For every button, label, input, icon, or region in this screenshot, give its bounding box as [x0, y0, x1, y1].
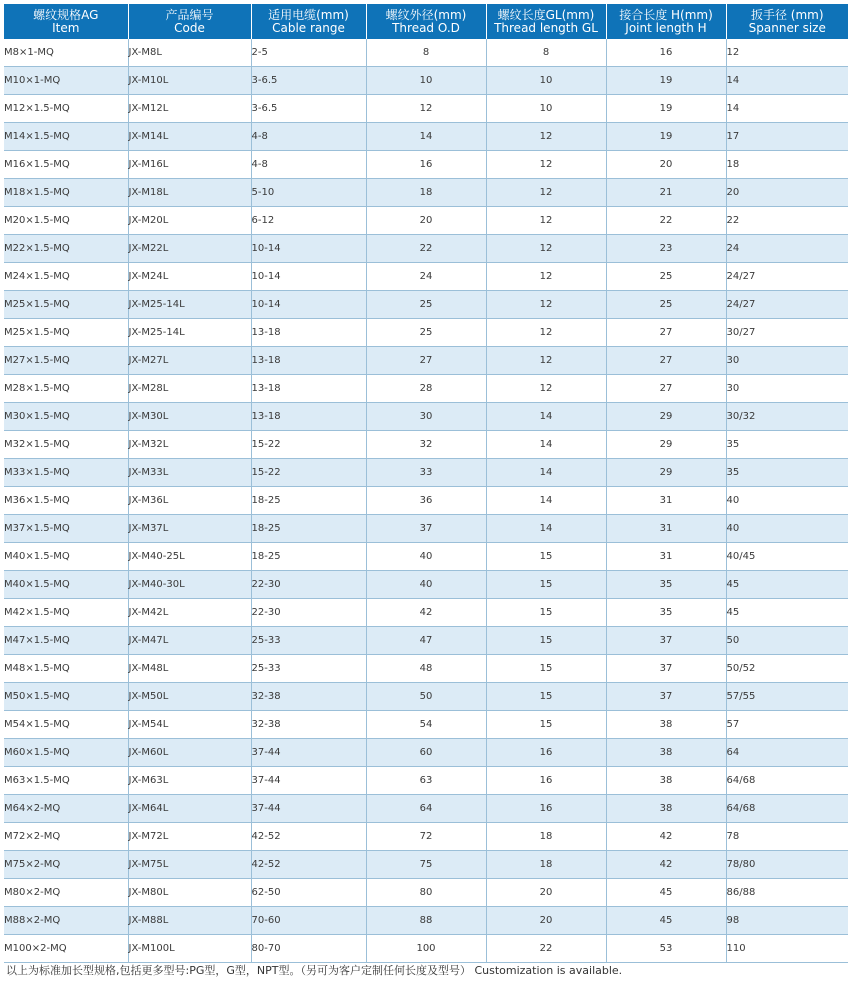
header-joint-length-h-en: Joint length H — [625, 20, 707, 35]
cell-code: JX-M30L — [128, 403, 251, 431]
cell-cable-range: 25-33 — [251, 655, 366, 683]
table-body — [4, 39, 848, 963]
cell-cable-range: 18-25 — [251, 543, 366, 571]
table-row — [4, 235, 848, 263]
cell-spanner-size: 50/52 — [726, 655, 848, 683]
header-spanner-size — [726, 4, 848, 39]
cell-joint-length-h: 38 — [606, 739, 726, 767]
cell-cable-range: 32-38 — [251, 683, 366, 711]
table-row — [4, 711, 848, 739]
cell-cable-range: 13-18 — [251, 319, 366, 347]
table-row — [4, 431, 848, 459]
table-row — [4, 683, 848, 711]
cell-cable-range: 3-6.5 — [251, 95, 366, 123]
cell-item: M8×1-MQ — [4, 39, 128, 67]
cell-joint-length-h: 38 — [606, 711, 726, 739]
cell-joint-length-h: 29 — [606, 459, 726, 487]
header-spanner-size-en: Spanner size — [748, 20, 826, 35]
header-thread-length-gl — [486, 4, 606, 39]
cell-thread-od: 30 — [366, 403, 486, 431]
cell-code: JX-M33L — [128, 459, 251, 487]
cell-thread-length-gl: 12 — [486, 263, 606, 291]
table-row — [4, 263, 848, 291]
cell-thread-od: 36 — [366, 487, 486, 515]
cell-spanner-size: 24/27 — [726, 291, 848, 319]
cell-cable-range: 70-60 — [251, 907, 366, 935]
cell-thread-od: 16 — [366, 151, 486, 179]
cell-spanner-size: 64/68 — [726, 767, 848, 795]
cell-thread-length-gl: 12 — [486, 235, 606, 263]
cell-thread-od: 12 — [366, 95, 486, 123]
cell-thread-length-gl: 18 — [486, 851, 606, 879]
cell-thread-length-gl: 12 — [486, 291, 606, 319]
cell-thread-length-gl: 12 — [486, 123, 606, 151]
cell-thread-od: 100 — [366, 935, 486, 963]
cell-thread-length-gl: 12 — [486, 207, 606, 235]
cell-cable-range: 2-5 — [251, 39, 366, 67]
cell-thread-od: 72 — [366, 823, 486, 851]
cell-code: JX-M42L — [128, 599, 251, 627]
cell-spanner-size: 14 — [726, 67, 848, 95]
header-thread-od — [366, 4, 486, 39]
cell-joint-length-h: 21 — [606, 179, 726, 207]
cell-spanner-size: 40 — [726, 487, 848, 515]
cell-thread-length-gl: 14 — [486, 459, 606, 487]
cell-joint-length-h: 37 — [606, 655, 726, 683]
table-row — [4, 95, 848, 123]
cell-thread-length-gl: 15 — [486, 543, 606, 571]
table-row — [4, 543, 848, 571]
cell-thread-od: 25 — [366, 319, 486, 347]
cell-code: JX-M27L — [128, 347, 251, 375]
cell-spanner-size: 24 — [726, 235, 848, 263]
cell-item: M63×1.5-MQ — [4, 767, 128, 795]
cell-cable-range: 25-33 — [251, 627, 366, 655]
cell-item: M75×2-MQ — [4, 851, 128, 879]
cell-code: JX-M16L — [128, 151, 251, 179]
cell-joint-length-h: 23 — [606, 235, 726, 263]
cell-code: JX-M10L — [128, 67, 251, 95]
cell-cable-range: 18-25 — [251, 515, 366, 543]
header-joint-length-h-zh: 接合长度 H(mm) — [619, 7, 713, 22]
cell-joint-length-h: 19 — [606, 123, 726, 151]
header-thread-od-zh: 螺纹外径(mm) — [385, 7, 467, 22]
cell-joint-length-h: 31 — [606, 515, 726, 543]
cell-code: JX-M50L — [128, 683, 251, 711]
cell-thread-od: 18 — [366, 179, 486, 207]
cell-spanner-size: 40/45 — [726, 543, 848, 571]
cell-thread-length-gl: 16 — [486, 767, 606, 795]
cell-code: JX-M14L — [128, 123, 251, 151]
cell-spanner-size: 30 — [726, 375, 848, 403]
cell-item: M88×2-MQ — [4, 907, 128, 935]
cell-code: JX-M12L — [128, 95, 251, 123]
cell-cable-range: 37-44 — [251, 795, 366, 823]
cell-thread-length-gl: 12 — [486, 151, 606, 179]
cell-thread-od: 8 — [366, 39, 486, 67]
table-row — [4, 879, 848, 907]
table-row — [4, 179, 848, 207]
cell-spanner-size: 40 — [726, 515, 848, 543]
cell-item: M30×1.5-MQ — [4, 403, 128, 431]
cell-item: M33×1.5-MQ — [4, 459, 128, 487]
cell-thread-length-gl: 10 — [486, 95, 606, 123]
table-row — [4, 375, 848, 403]
cell-cable-range: 6-12 — [251, 207, 366, 235]
cell-thread-length-gl: 15 — [486, 683, 606, 711]
cell-item: M54×1.5-MQ — [4, 711, 128, 739]
cell-code: JX-M88L — [128, 907, 251, 935]
cell-thread-od: 88 — [366, 907, 486, 935]
footnote: 以上为标准加长型规格,包括更多型号:PG型，G型，NPT型。（另可为客户定制任何长度及型号） Customization is available. — [6, 964, 623, 977]
cell-thread-length-gl: 14 — [486, 487, 606, 515]
cell-thread-length-gl: 14 — [486, 515, 606, 543]
cell-code: JX-M28L — [128, 375, 251, 403]
cell-joint-length-h: 27 — [606, 375, 726, 403]
cell-joint-length-h: 31 — [606, 543, 726, 571]
table-row — [4, 571, 848, 599]
cell-thread-length-gl: 20 — [486, 907, 606, 935]
cell-joint-length-h: 25 — [606, 263, 726, 291]
table-row — [4, 347, 848, 375]
cell-joint-length-h: 35 — [606, 599, 726, 627]
cell-thread-od: 42 — [366, 599, 486, 627]
cell-joint-length-h: 27 — [606, 319, 726, 347]
table-row — [4, 207, 848, 235]
cell-thread-od: 75 — [366, 851, 486, 879]
cell-thread-od: 40 — [366, 543, 486, 571]
cell-cable-range: 13-18 — [251, 347, 366, 375]
cell-joint-length-h: 29 — [606, 403, 726, 431]
cell-code: JX-M32L — [128, 431, 251, 459]
cell-thread-od: 50 — [366, 683, 486, 711]
cell-item: M36×1.5-MQ — [4, 487, 128, 515]
cell-item: M32×1.5-MQ — [4, 431, 128, 459]
header-cable-range-zh: 适用电缆(mm) — [268, 7, 349, 22]
cell-item: M14×1.5-MQ — [4, 123, 128, 151]
cell-spanner-size: 35 — [726, 431, 848, 459]
cell-joint-length-h: 37 — [606, 683, 726, 711]
cell-code: JX-M20L — [128, 207, 251, 235]
cell-spanner-size: 45 — [726, 571, 848, 599]
header-item — [4, 4, 128, 39]
table-row — [4, 291, 848, 319]
cell-thread-od: 80 — [366, 879, 486, 907]
cell-cable-range: 3-6.5 — [251, 67, 366, 95]
table-row — [4, 823, 848, 851]
header-code-zh: 产品编号 — [165, 7, 214, 22]
header-thread-od-en: Thread O.D — [392, 20, 460, 35]
cell-spanner-size: 17 — [726, 123, 848, 151]
cell-item: M37×1.5-MQ — [4, 515, 128, 543]
cell-joint-length-h: 42 — [606, 823, 726, 851]
cell-cable-range: 32-38 — [251, 711, 366, 739]
cell-code: JX-M40-25L — [128, 543, 251, 571]
cell-spanner-size: 86/88 — [726, 879, 848, 907]
cell-spanner-size: 14 — [726, 95, 848, 123]
cell-item: M50×1.5-MQ — [4, 683, 128, 711]
cell-cable-range: 15-22 — [251, 459, 366, 487]
cell-joint-length-h: 35 — [606, 571, 726, 599]
cell-item: M25×1.5-MQ — [4, 319, 128, 347]
cell-spanner-size: 50 — [726, 627, 848, 655]
cell-thread-od: 33 — [366, 459, 486, 487]
cell-thread-length-gl: 14 — [486, 431, 606, 459]
cell-joint-length-h: 27 — [606, 347, 726, 375]
cell-code: JX-M37L — [128, 515, 251, 543]
cell-cable-range: 42-52 — [251, 851, 366, 879]
cell-code: JX-M24L — [128, 263, 251, 291]
cell-joint-length-h: 19 — [606, 67, 726, 95]
cell-cable-range: 4-8 — [251, 123, 366, 151]
table-row — [4, 151, 848, 179]
cell-thread-length-gl: 15 — [486, 627, 606, 655]
cell-item: M20×1.5-MQ — [4, 207, 128, 235]
cell-code: JX-M40-30L — [128, 571, 251, 599]
cell-code: JX-M25-14L — [128, 291, 251, 319]
header-row — [4, 4, 848, 39]
table-header — [4, 4, 848, 39]
cell-item: M100×2-MQ — [4, 935, 128, 963]
cell-thread-length-gl: 12 — [486, 319, 606, 347]
cell-item: M64×2-MQ — [4, 795, 128, 823]
cell-spanner-size: 20 — [726, 179, 848, 207]
cell-joint-length-h: 42 — [606, 851, 726, 879]
cell-joint-length-h: 53 — [606, 935, 726, 963]
cell-code: JX-M18L — [128, 179, 251, 207]
table-row — [4, 907, 848, 935]
cell-spanner-size: 45 — [726, 599, 848, 627]
cell-thread-od: 54 — [366, 711, 486, 739]
cell-spanner-size: 18 — [726, 151, 848, 179]
table-row — [4, 795, 848, 823]
cell-spanner-size: 57 — [726, 711, 848, 739]
cell-thread-od: 28 — [366, 375, 486, 403]
cell-spanner-size: 30 — [726, 347, 848, 375]
cell-item: M42×1.5-MQ — [4, 599, 128, 627]
cell-item: M40×1.5-MQ — [4, 571, 128, 599]
cell-item: M12×1.5-MQ — [4, 95, 128, 123]
cell-thread-od: 27 — [366, 347, 486, 375]
cell-cable-range: 18-25 — [251, 487, 366, 515]
cell-cable-range: 13-18 — [251, 375, 366, 403]
table-row — [4, 39, 848, 67]
cell-thread-od: 24 — [366, 263, 486, 291]
cell-joint-length-h: 19 — [606, 95, 726, 123]
cell-cable-range: 15-22 — [251, 431, 366, 459]
table-row — [4, 515, 848, 543]
cell-joint-length-h: 45 — [606, 907, 726, 935]
cell-thread-length-gl: 22 — [486, 935, 606, 963]
header-thread-length-gl-en: Thread length GL — [494, 20, 598, 35]
header-cable-range-en: Cable range — [272, 20, 345, 35]
cell-cable-range: 62-50 — [251, 879, 366, 907]
cell-thread-length-gl: 16 — [486, 795, 606, 823]
table-row — [4, 123, 848, 151]
header-thread-length-gl-zh: 螺纹长度GL(mm) — [497, 7, 595, 22]
cell-thread-od: 37 — [366, 515, 486, 543]
cell-cable-range: 4-8 — [251, 151, 366, 179]
cell-cable-range: 42-52 — [251, 823, 366, 851]
cell-item: M16×1.5-MQ — [4, 151, 128, 179]
spec-table — [4, 4, 848, 963]
cell-code: JX-M48L — [128, 655, 251, 683]
cell-spanner-size: 35 — [726, 459, 848, 487]
cell-joint-length-h: 16 — [606, 39, 726, 67]
cell-spanner-size: 98 — [726, 907, 848, 935]
cell-thread-length-gl: 20 — [486, 879, 606, 907]
cell-code: JX-M72L — [128, 823, 251, 851]
cell-thread-od: 10 — [366, 67, 486, 95]
table-row — [4, 403, 848, 431]
header-spanner-size-zh: 扳手径 (mm) — [750, 7, 824, 22]
cell-spanner-size: 24/27 — [726, 263, 848, 291]
table-row — [4, 935, 848, 963]
cell-cable-range: 5-10 — [251, 179, 366, 207]
cell-spanner-size: 64/68 — [726, 795, 848, 823]
cell-spanner-size: 78/80 — [726, 851, 848, 879]
cell-item: M28×1.5-MQ — [4, 375, 128, 403]
cell-item: M10×1-MQ — [4, 67, 128, 95]
cell-spanner-size: 78 — [726, 823, 848, 851]
cell-code: JX-M54L — [128, 711, 251, 739]
cell-cable-range: 10-14 — [251, 235, 366, 263]
cell-thread-length-gl: 15 — [486, 655, 606, 683]
header-item-en: Item — [52, 20, 80, 35]
cell-thread-od: 25 — [366, 291, 486, 319]
cell-item: M60×1.5-MQ — [4, 739, 128, 767]
cell-thread-length-gl: 12 — [486, 347, 606, 375]
cell-code: JX-M63L — [128, 767, 251, 795]
table-row — [4, 599, 848, 627]
cell-spanner-size: 64 — [726, 739, 848, 767]
cell-joint-length-h: 31 — [606, 487, 726, 515]
cell-spanner-size: 22 — [726, 207, 848, 235]
table-row — [4, 767, 848, 795]
cell-spanner-size: 12 — [726, 39, 848, 67]
cell-thread-length-gl: 12 — [486, 179, 606, 207]
cell-code: JX-M64L — [128, 795, 251, 823]
cell-cable-range: 37-44 — [251, 739, 366, 767]
cell-thread-od: 63 — [366, 767, 486, 795]
cell-item: M25×1.5-MQ — [4, 291, 128, 319]
cell-joint-length-h: 22 — [606, 207, 726, 235]
cell-spanner-size: 57/55 — [726, 683, 848, 711]
cell-thread-length-gl: 15 — [486, 711, 606, 739]
table-row — [4, 67, 848, 95]
cell-item: M47×1.5-MQ — [4, 627, 128, 655]
cell-joint-length-h: 38 — [606, 795, 726, 823]
header-cable-range — [251, 4, 366, 39]
cell-thread-length-gl: 8 — [486, 39, 606, 67]
table-row — [4, 655, 848, 683]
cell-joint-length-h: 37 — [606, 627, 726, 655]
table-row — [4, 319, 848, 347]
cell-thread-od: 22 — [366, 235, 486, 263]
cell-thread-od: 40 — [366, 571, 486, 599]
cell-cable-range: 10-14 — [251, 291, 366, 319]
cell-joint-length-h: 25 — [606, 291, 726, 319]
cell-item: M40×1.5-MQ — [4, 543, 128, 571]
cell-joint-length-h: 20 — [606, 151, 726, 179]
cell-thread-od: 48 — [366, 655, 486, 683]
table-row — [4, 459, 848, 487]
cell-thread-length-gl: 10 — [486, 67, 606, 95]
cell-item: M18×1.5-MQ — [4, 179, 128, 207]
cell-code: JX-M60L — [128, 739, 251, 767]
table-row — [4, 627, 848, 655]
cell-cable-range: 37-44 — [251, 767, 366, 795]
cell-cable-range: 22-30 — [251, 599, 366, 627]
header-joint-length-h — [606, 4, 726, 39]
cell-thread-od: 32 — [366, 431, 486, 459]
cell-item: M22×1.5-MQ — [4, 235, 128, 263]
cell-code: JX-M36L — [128, 487, 251, 515]
cell-thread-length-gl: 15 — [486, 599, 606, 627]
cell-code: JX-M25-14L — [128, 319, 251, 347]
header-item-zh: 螺纹规格AG — [33, 7, 99, 22]
cell-thread-length-gl: 12 — [486, 375, 606, 403]
cell-cable-range: 10-14 — [251, 263, 366, 291]
header-code — [128, 4, 251, 39]
cell-item: M72×2-MQ — [4, 823, 128, 851]
cell-thread-length-gl: 16 — [486, 739, 606, 767]
cell-code: JX-M8L — [128, 39, 251, 67]
cell-spanner-size: 110 — [726, 935, 848, 963]
cell-spanner-size: 30/27 — [726, 319, 848, 347]
cell-thread-length-gl: 14 — [486, 403, 606, 431]
cell-thread-od: 60 — [366, 739, 486, 767]
cell-code: JX-M47L — [128, 627, 251, 655]
cell-cable-range: 80-70 — [251, 935, 366, 963]
cell-thread-od: 20 — [366, 207, 486, 235]
cell-item: M24×1.5-MQ — [4, 263, 128, 291]
table-row — [4, 739, 848, 767]
cell-thread-od: 47 — [366, 627, 486, 655]
cell-cable-range: 22-30 — [251, 571, 366, 599]
cell-code: JX-M100L — [128, 935, 251, 963]
cell-item: M80×2-MQ — [4, 879, 128, 907]
cell-thread-od: 64 — [366, 795, 486, 823]
header-code-en: Code — [174, 20, 205, 35]
table-row — [4, 851, 848, 879]
cell-item: M27×1.5-MQ — [4, 347, 128, 375]
cell-item: M48×1.5-MQ — [4, 655, 128, 683]
cell-joint-length-h: 45 — [606, 879, 726, 907]
cell-code: JX-M75L — [128, 851, 251, 879]
cell-thread-length-gl: 18 — [486, 823, 606, 851]
cell-thread-length-gl: 15 — [486, 571, 606, 599]
cell-cable-range: 13-18 — [251, 403, 366, 431]
cell-joint-length-h: 38 — [606, 767, 726, 795]
cell-joint-length-h: 29 — [606, 431, 726, 459]
cell-code: JX-M80L — [128, 879, 251, 907]
cell-spanner-size: 30/32 — [726, 403, 848, 431]
table-row — [4, 487, 848, 515]
cell-thread-od: 14 — [366, 123, 486, 151]
cell-code: JX-M22L — [128, 235, 251, 263]
